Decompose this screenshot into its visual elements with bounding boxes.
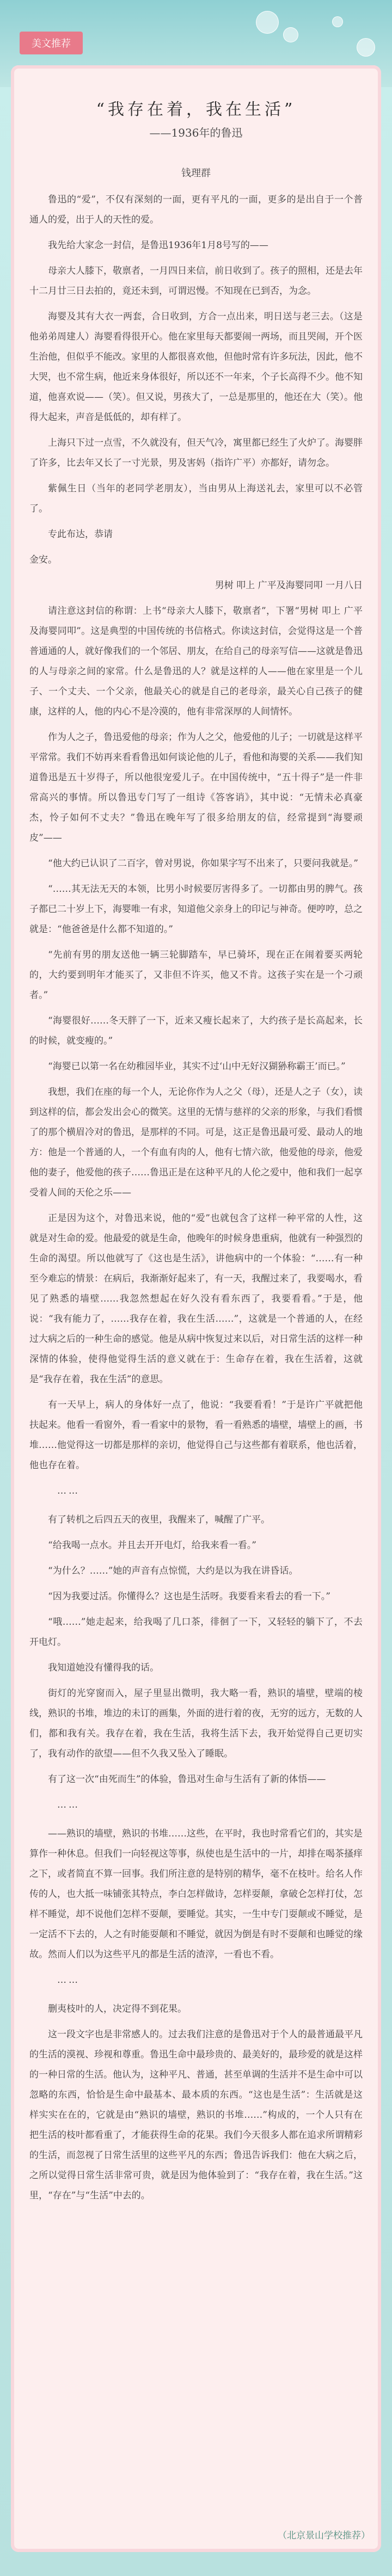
bubble-decoration: [357, 38, 375, 57]
paragraph: 男树 叩上 广平及海婴同叩 一月八日: [215, 580, 363, 591]
paragraph: “先前有男的朋友送他一辆三轮脚踏车，早已骑坏，现在正在闹着要买两轮的，大约要到明年才能买了，又非但不许买，他又不肯。这孩子实在是一个刁顽者。”: [29, 950, 363, 1001]
paragraph: 海婴及其有大衣一两套，合日收到，方合一点出来，明日送与老三去。（这是他弟弟周建人）海婴看得很开心。他在家里每天都要闹一两场，而且哭闹，开个医生治他，但似乎不能改。家里的人都很喜欢他，但他时常有许多玩法，因此，他不大哭，也不常生病，他近来身体很好，所以还不一年来，个子长高得不少。他不知道，他喜欢说——（笑）。但又说，男孩大了，一总是那里的，他还在大（笑）。他得大起来，声音是低低的，却有样了。: [29, 311, 363, 423]
paragraph: 紫佩生日（当年的老同学老朋友），当由男从上海送礼去，家里可以不必管了。: [29, 483, 363, 514]
paragraph: 作为人之子，鲁迅爱他的母亲；作为人之父，他爱他的儿子；一切就是这样平平常常。我们不妨再来看看鲁迅如何谈论他的儿子，看他和海婴的关系——我们知道鲁迅是五十岁得子，所以他很宠爱儿子。在中国传统中，“五十得子”是一件非常高兴的事情。所以鲁迅专门写了一组诗《答客诮》，其中说：“无情未必真豪杰，怜子如何不丈夫？”鲁迅在晚年写了很多给朋友的信，经常提到“海婴顽皮”——: [29, 732, 363, 843]
paragraph: “他大约已认识了二百字，曾对男说，你如果字写不出来了，只要问我就是。”: [48, 858, 358, 869]
category-tag: 美文推荐: [20, 32, 83, 54]
bubble-decoration: [283, 27, 298, 42]
article-paper: [11, 65, 381, 2552]
paragraph: 我想，我们在座的每一个人，无论你作为人之父（母），还是人之子（女），读到这样的信，都会发出会心的微笑。这里的无情与慈祥的父亲的形象，与我们看惯了的那个横眉冷对的鲁迅，是那样的不同。可是，这正是鲁迅最可爱、最动人的地方：他是一个普通的人，一个有血有肉的人，他有七情六欲，他爱他的母亲，他爱他的妻子，他爱他的孩子……鲁迅正是在这种平凡的人伦之爱中，他和我们一起享受着人间的天伦之乐——: [29, 1087, 363, 1198]
ellipsis-break: ……: [57, 1975, 80, 1986]
paragraph: 上海只下过一点雪，不久就没有，但天气冷，寓里都已经生了火炉了。海婴胖了许多，比去年又长了一寸光景，男及害妈（指许广平）亦都好，请勿念。: [29, 437, 363, 469]
paragraph: 母亲大人膝下，敬禀者，一月四日来信，前日收到了。孩子的照相，还是去年十二月廿三日去拍的，竟还未到，可谓迟慢。不知现在已到否，为念。: [29, 266, 363, 297]
paragraph: 这一段文字也是非常感人的。过去我们注意的是鲁迅对于个人的最普通最平凡的生活的漠视、珍视和尊重。鲁迅生命中最珍贵的、最美好的，最珍爱的就是这样的一种日常的生活。他认为，这种平凡、普通，甚至单调的生活并不是生命中可以忽略的东西，恰恰是生命中最基本、最本质的东西。“这也是生活”：生活就是这样实实在在的，它就是由“熟识的墙壁，熟识的书堆……”构成的，一个人只有在把生活的枝叶都看重了，才能获得生命的花果。我们今天很多人都在追求所谓精彩的生活，而忽视了日常生活里的这些平凡的东西；鲁迅告诉我们：他在大病之后，之所以觉得日常生活非常可贵，就是因为他体验到了：“我存在着，我在生活。”这里，“存在”与“生活”中去的。: [29, 2029, 363, 2201]
paragraph: “为什么？……”她的声音有点惊慌，大约是以为我在讲昏话。: [48, 1566, 298, 1576]
article-author: 钱理群: [181, 168, 211, 179]
paragraph: 金安。: [29, 554, 57, 565]
paragraph: “海婴很好……冬天胖了一下，近来又瘦长起来了，大约孩子是长高起来，长的时候，就变瘦的。”: [29, 1015, 363, 1046]
recommendation-credit: （北京景山学校推荐）: [278, 2530, 370, 2541]
paragraph: 请注意这封信的称谓：上书“母亲大人膝下，敬禀者”，下署“男树 叩上 广平及海婴同叩”。这是典型的中国传统的书信格式。你读这封信，会觉得这是一个普普通通的人，就好像我们的一个邻居、朋友，在给自己的母亲写信——这就是鲁迅的人与母亲之间的家常。什么是鲁迅的人？就是这样的人——他在家里是一个儿子、一个丈夫、一个父亲，他最关心的就是自己的老母亲，最关心自己孩子的健康，这样的人，他的内心不是冷漠的，他有非常深厚的人间情怀。: [29, 606, 363, 717]
paragraph: “哦……”她走起来，给我喝了几口茶，徘徊了一下，又轻轻的躺下了，不去开电灯。: [29, 1617, 363, 1648]
bubble-decoration: [256, 11, 279, 34]
paragraph: 鲁迅的“爱”，不仅有深刻的一面，更有平凡的一面，更多的是出自于一个普通人的爱，出于人的天性的爱。: [29, 194, 363, 225]
article-body: [29, 85, 363, 2211]
paragraph: 正是因为这个，对鲁迅来说，他的“爱”也就包含了这样一种平常的人性，这就是对生命的爱。他最爱的就是生命，他晚年的时候身患重病，他就有一种强烈的生命的渴望。所以他就写了《这也是生活》，讲他病中的一个体验：“……有一种至今难忘的情景：在病后，我渐渐好起来了，有一天，我醒过来了，我要喝水，看见了熟悉的墙壁……我忽然想起在好久没有看东西了，我要看看。”于是，他说：“我有能力了，……我存在着，我在生活……”，这就是一个普通的人，在经过大病之后的一种生命的感觉。他是从病中恢复过来以后，对日常生活的这样一种深情的体验，使得他觉得生活的意义就在于：生命存在着，我在生活着，这就是“我存在着，我在生活”的意思。: [29, 1213, 363, 1385]
paragraph: “海婴已以第一名在幼稚园毕业，其实不过‘山中无好汉猢狲称霸王’而已。”: [48, 1061, 346, 1072]
article-paragraphs: [29, 190, 363, 2206]
ellipsis-break: ……: [57, 1486, 80, 1496]
article-subtitle: ——1936年的鲁迅: [149, 126, 243, 139]
paragraph: 有一天早上，病人的身体好一点了，他说：“我要看看！”于是许广平就把他扶起来。他看一看窗外，看一看家中的景物，看一看熟悉的墙壁，墙壁上的画，书堆……他觉得这一切都是那样的亲切，他觉得自己与这些都有着联系，他也活着，他也存在着。: [29, 1400, 363, 1471]
paragraph: 专此布达，恭请: [48, 529, 113, 540]
paragraph: 我先给大家念一封信，是鲁迅1936年1月8号写的——: [48, 240, 268, 251]
bubble-decoration: [332, 16, 343, 27]
paragraph: “因为我要过活。你懂得么？这也是生活呀。我要看来看去的看一下。”: [48, 1591, 330, 1602]
paragraph: “……其无法无天的本领，比男小时候要厉害得多了。一切都由男的脾气。孩子都已二十岁上下，海婴唯一有求，知道他父亲身上的印记与神奇。便哼哼，总之就是：“他爸爸是什么都不知道的。”: [29, 884, 363, 935]
paragraph: 街灯的光穿窗而入，屋子里显出微明，我大略一看，熟识的墙壁，壁端的棱线，熟识的书堆，堆边的未订的画集，外面的进行着的夜，无穷的远方，无数的人们，都和我有关。我存在着，我在生活，我将生活下去，我开始觉得自己更切实了，我有动作的欲望——但不久我又坠入了睡眠。: [29, 1688, 363, 1759]
paragraph: 我知道她没有懂得我的话。: [48, 1662, 159, 1673]
article-title: “我存在着，我在生活”: [96, 100, 296, 119]
paragraph: “给我喝一点水。并且去开开电灯，给我来看一看。”: [48, 1540, 256, 1551]
paragraph: 删夷枝叶的人，决定得不到花果。: [48, 2004, 187, 2014]
paragraph: ——熟识的墙壁，熟识的书堆……这些，在平时，我也时常看它们的，其实是算作一种休息。但我们一向轻视这等事，纵使也是生活中的一片，却排在喝茶搔痒之下，或者简直不算一回事。我们所注意的是特别的精华，毫不在枝叶。给名人作传的人，也大抵一味铺张其特点，李白怎样做诗，怎样耍颠，拿破仑怎样打仗，怎样不睡觉，却不说他们怎样不耍颠，要睡觉。其实，一生中专门耍颠或不睡觉，是一定活不下去的，人之有时能耍颠和不睡觉，就因为倒是有时不耍颠和也睡觉的缘故。然而人们以为这些平凡的都是生活的渣滓，一看也不看。: [29, 1828, 363, 1960]
ellipsis-break: ……: [57, 1799, 80, 1810]
paragraph: 有了这一次“由死而生”的体验，鲁迅对生命与生活有了新的体悟——: [48, 1774, 326, 1785]
paragraph: 有了转机之后四五天的夜里，我醒来了，喊醒了广平。: [48, 1514, 270, 1525]
